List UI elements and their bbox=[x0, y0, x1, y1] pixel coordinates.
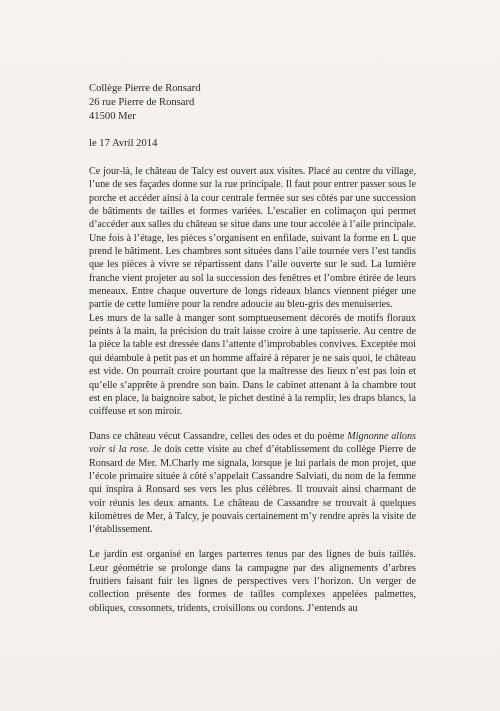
paragraph-dining-room-text: Les murs de la salle à manger sont somptueusement décorés de motifs floraux peints à la main, la précision du trait laisse croire à une tapisserie. Au centre de la pièce la table est dressée dans l’attente d’improbables convives. Exceptée moi qui déambule à petit pas et un homme affairé à réparer je ne sais quoi, le château est vide. On pourrait croire pourtant que la maîtresse des lieux n’est pas loin et qu’elle s’apprête à prendre son bain. Dans le cabinet attenant à la chambre tout est en place, la baignoire sabot, le pichet destiné à la remplir, les draps blancs, la coiffeuse et son miroir. bbox=[89, 312, 416, 418]
text-before-poem-title: Dans ce château vécut Cassandre, celles des odes et du poème bbox=[89, 431, 348, 443]
paragraph-cassandre-text bbox=[89, 430, 416, 537]
address-line-street: 26 rue Pierre de Ronsard bbox=[89, 97, 195, 109]
sender-address bbox=[89, 82, 201, 125]
paragraph-garden bbox=[89, 548, 416, 615]
text-after-poem-title: Je dois cette visite au chef d’établissement du collège Pierre de Ronsard de Mer. M.Charly me signala, lorsque je lui parlais de mon projet, que l’école primaire située à côté s’appelait Cassandre Salviati, du nom de la femme qui inspira à Ronsard ses vers les plus célèbres. Il trouvait ainsi charmant de voir réunis les deux amants. Le château de Cassandre se trouvait à quelques kilomètres de Mer, à Talcy, je pouvais certainement m’y rendre après la visite de l’établissement. bbox=[89, 444, 417, 536]
paragraph-castle-visit bbox=[89, 165, 416, 419]
paragraph-garden-text: Le jardin est organisé en larges parterres tenus par des lignes de buis taillés. Leur géométrie se prolonge dans la campagne par des alignements d’arbres fruitiers faisant fuir les lignes de perspectives vers l’horizon. Un verger de collection présente des formes de tailles complexes appelées palmettes, obliques, cossonnets, tridents, croisillons ou cordons. J’entends au bbox=[89, 549, 416, 614]
address-line-city: 41500 Mer bbox=[89, 111, 136, 123]
letter-date: le 17 Avril 2014 bbox=[89, 138, 158, 149]
paragraph-cassandre bbox=[89, 430, 416, 537]
paragraph-castle-text: Ce jour-là, le château de Talcy est ouvert aux visites. Placé au centre du village, l’une de ses façades donne sur la rue principale. Il faut pour entrer passer sous le porche et accéder ainsi à la cour centrale fermée sur ses côtés par une succession de bâtiments de tailles et formes variées. L’escalier en colimaçon qui permet d’accéder aux salles du château se situe dans une tour accolée à l’aile principale. Une fois à l’étage, les pièces s’organisent en enfilade, suivant la forme en L que prend le bâtiment. Les chambres sont situées dans l’aile tournée vers l’est tandis que les pièces à vivre se répartissent dans l’aile ouverte sur le sud. La lumière franche vient projeter au sol la succession des fenêtres et l’ombre étirée de leurs meneaux. Entre chaque ouverture de longs rideaux blancs viennent piéger une partie de cette lumière pour la rendre adoucie au bleu-gris des menuiseries. bbox=[89, 166, 416, 311]
poem-title: Mignonne allons voir si la rose. bbox=[89, 431, 416, 456]
letter-body bbox=[89, 165, 416, 615]
address-line-school: Collège Pierre de Ronsard bbox=[89, 83, 201, 94]
